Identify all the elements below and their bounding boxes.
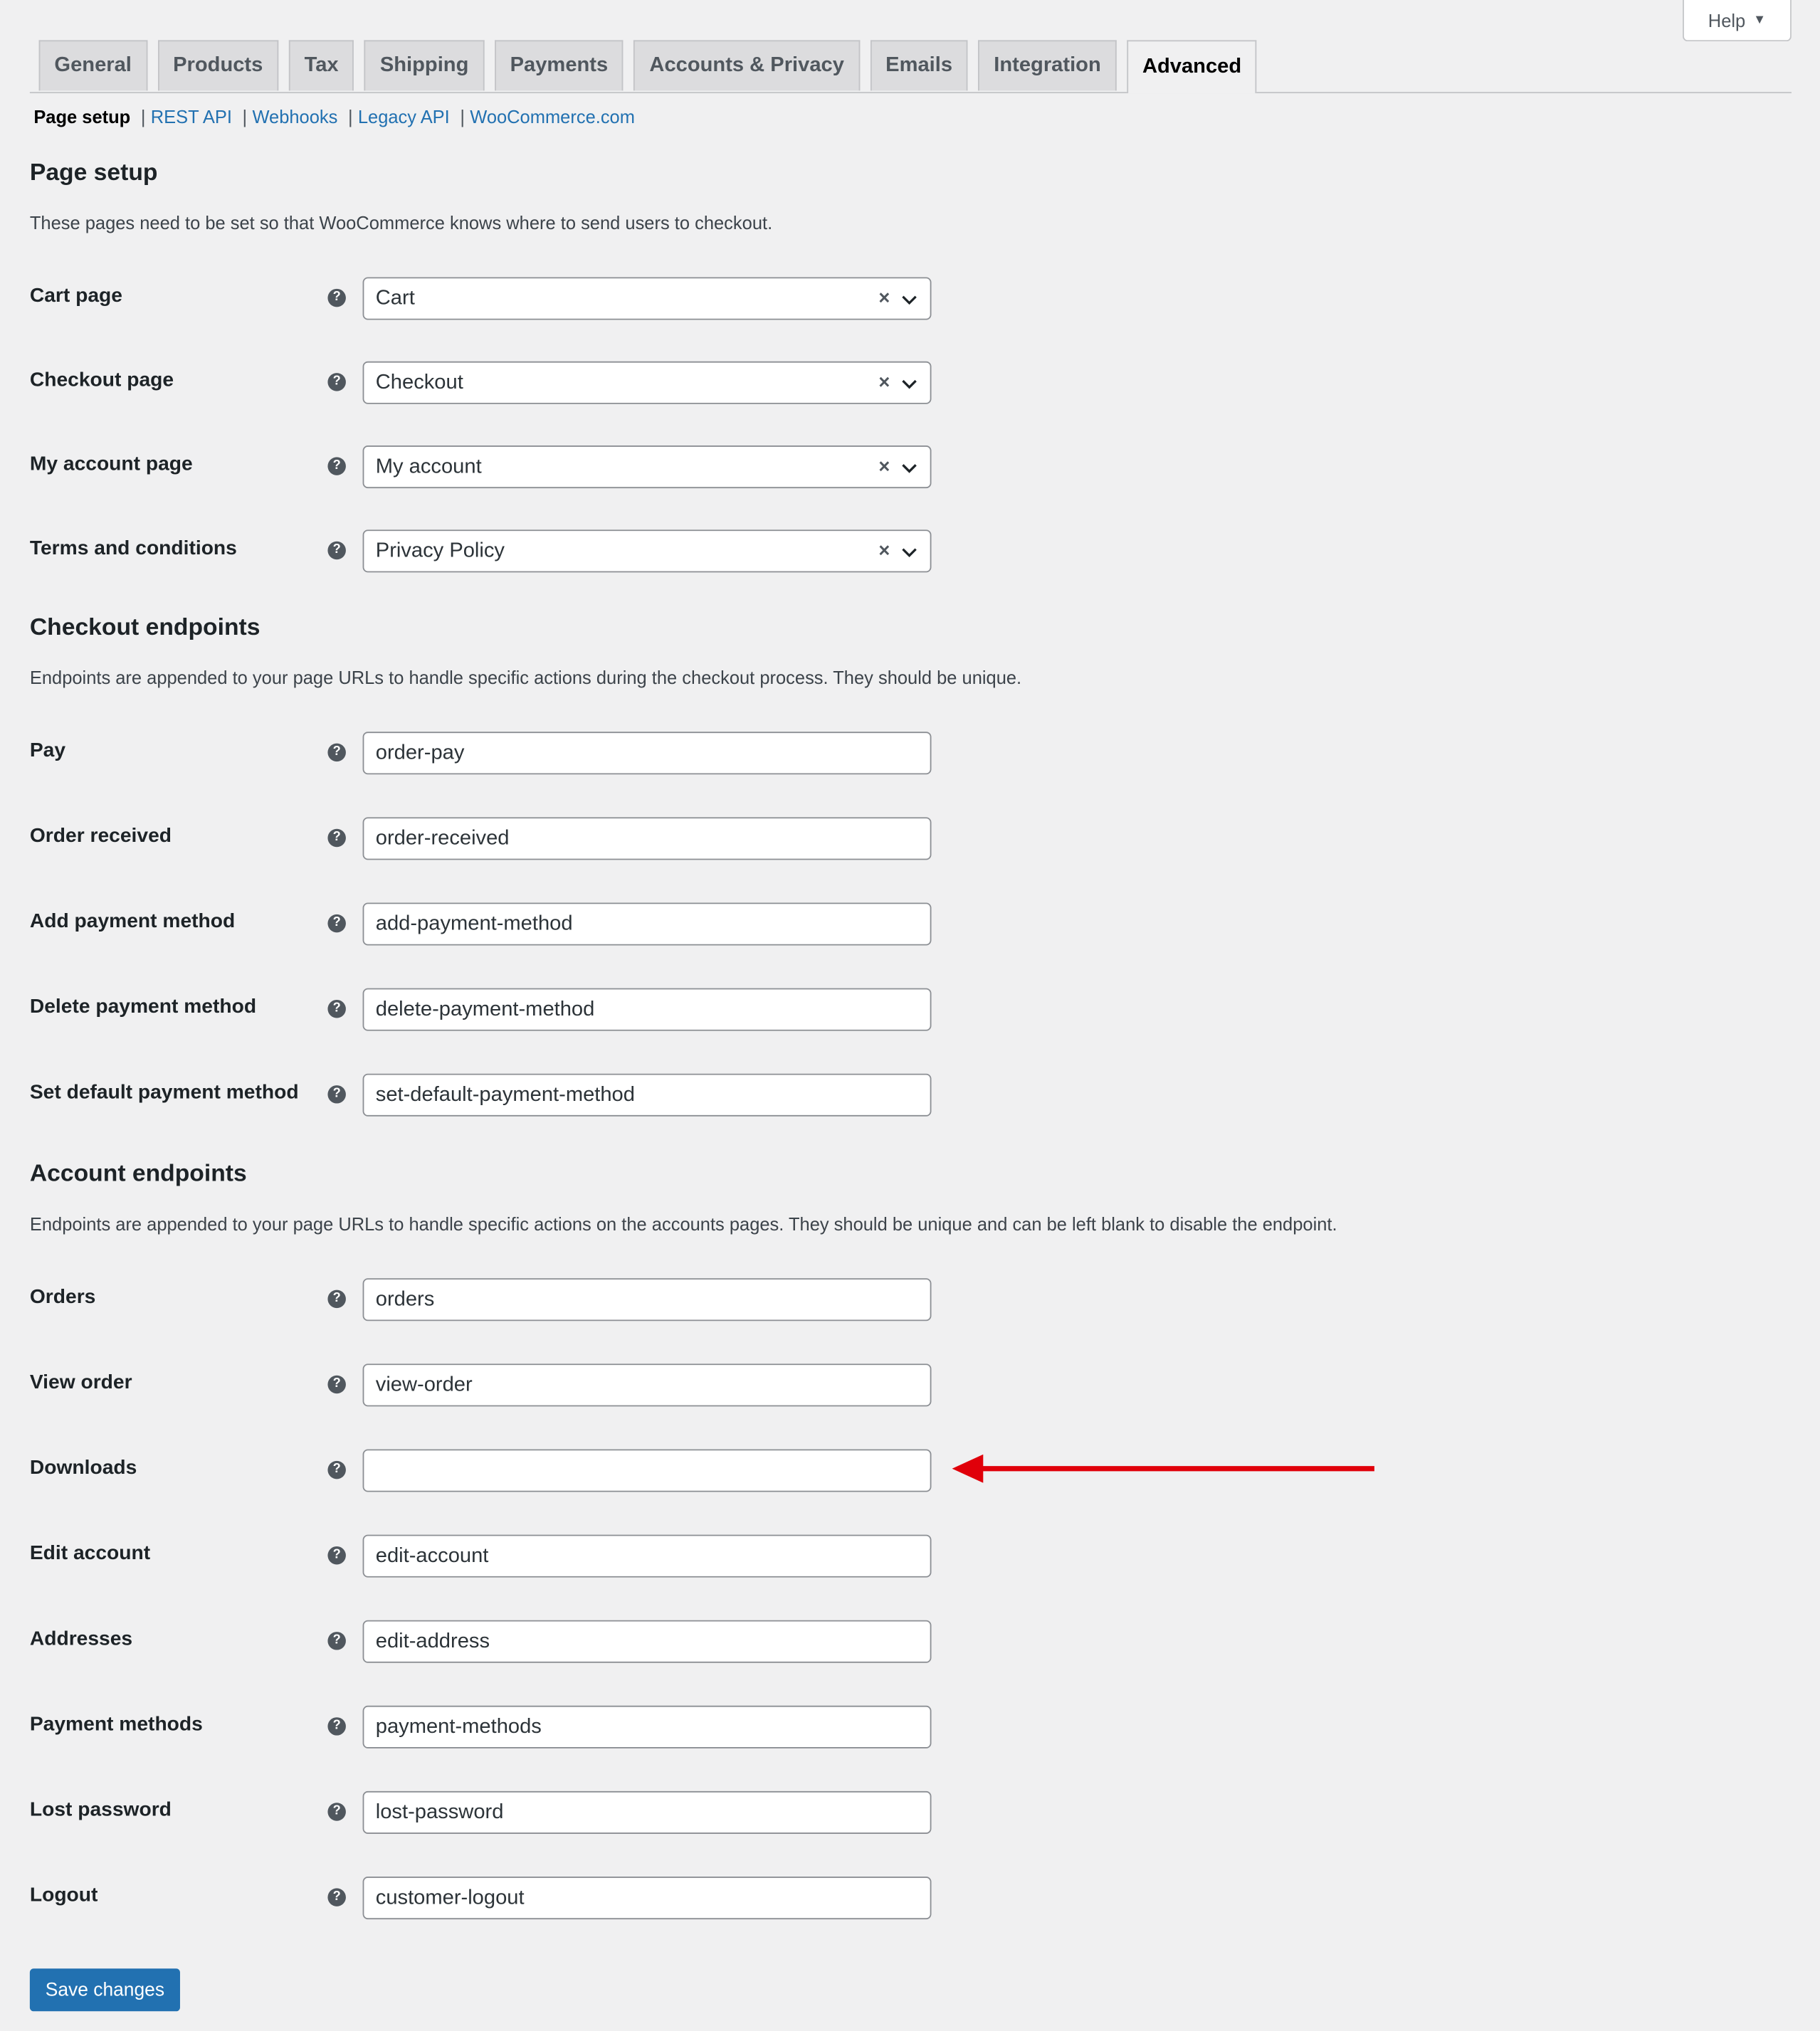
orders-endpoint-label: Orders — [29, 1286, 96, 1309]
help-label: Help — [1708, 9, 1746, 31]
help-tip-icon[interactable]: ? — [327, 289, 345, 307]
downloads-endpoint-label: Downloads — [29, 1457, 137, 1479]
select-value: Privacy Policy — [375, 539, 505, 561]
chevron-down-icon — [900, 458, 918, 475]
my-account-page-row — [0, 445, 1820, 490]
lost-password-endpoint-input[interactable] — [363, 1791, 932, 1834]
view-order-endpoint-row — [0, 1363, 1820, 1408]
my-account-page-select[interactable] — [363, 445, 932, 488]
add-payment-method-endpoint-row — [0, 902, 1820, 946]
pay-endpoint-row — [0, 732, 1820, 776]
settings-tabs — [30, 40, 1792, 93]
clear-icon[interactable]: × — [878, 539, 890, 562]
logout-endpoint-row — [0, 1877, 1820, 1921]
sub-navigation — [33, 106, 635, 127]
select-value: Cart — [375, 287, 415, 310]
subnav-rest-api[interactable]: REST API — [150, 106, 232, 127]
add-payment-method-endpoint-label: Add payment method — [29, 910, 236, 933]
chevron-down-icon — [900, 374, 918, 391]
help-tip-icon[interactable]: ? — [327, 457, 345, 475]
payment-methods-endpoint-input[interactable] — [363, 1706, 932, 1748]
checkout-page-select[interactable] — [363, 362, 932, 404]
view-order-endpoint-input[interactable] — [363, 1363, 932, 1406]
tab-advanced[interactable]: Advanced — [1127, 40, 1257, 93]
order-received-endpoint-label: Order received — [29, 825, 172, 848]
downloads-endpoint-input[interactable] — [363, 1449, 932, 1492]
tab-general[interactable]: General — [39, 40, 147, 90]
orders-endpoint-row — [0, 1278, 1820, 1322]
order-received-endpoint-input[interactable] — [363, 817, 932, 860]
subnav-legacy-api[interactable]: Legacy API — [357, 106, 450, 127]
caret-down-icon: ▼ — [1753, 13, 1767, 28]
subnav-separator: | — [347, 106, 353, 127]
help-tip-icon[interactable]: ? — [327, 1803, 345, 1820]
account-endpoints-description: Endpoints are appended to your page URLs to handle specific actions on the accounts pages. They should be unique and can be left blank to disable the endpoint. — [29, 1213, 1337, 1235]
payment-methods-endpoint-row — [0, 1706, 1820, 1750]
edit-account-endpoint-label: Edit account — [29, 1542, 151, 1565]
my-account-page-label: My account page — [29, 453, 193, 475]
checkout-page-row — [0, 362, 1820, 406]
tab-accounts-privacy[interactable]: Accounts & Privacy — [634, 40, 860, 90]
annotation-arrow-icon — [952, 1455, 1376, 1483]
help-tip-icon[interactable]: ? — [327, 744, 345, 761]
tab-integration[interactable]: Integration — [978, 40, 1116, 90]
order-received-endpoint-row — [0, 817, 1820, 861]
logout-endpoint-label: Logout — [29, 1884, 98, 1906]
tab-tax[interactable]: Tax — [289, 40, 354, 90]
help-tip-icon[interactable]: ? — [327, 829, 345, 847]
checkout-endpoints-heading: Checkout endpoints — [29, 612, 261, 640]
checkout-page-label: Checkout page — [29, 369, 174, 391]
addresses-endpoint-input[interactable] — [363, 1620, 932, 1663]
chevron-down-icon — [900, 290, 918, 307]
help-tip-icon[interactable]: ? — [327, 1085, 345, 1103]
tab-payments[interactable]: Payments — [495, 40, 624, 90]
help-tip-icon[interactable]: ? — [327, 914, 345, 932]
help-tip-icon[interactable]: ? — [327, 1461, 345, 1479]
subnav-separator: | — [242, 106, 248, 127]
pay-endpoint-label: Pay — [29, 739, 66, 762]
subnav-woocommerce-com[interactable]: WooCommerce.com — [470, 106, 635, 127]
terms-page-row — [0, 529, 1820, 574]
clear-icon[interactable]: × — [878, 455, 890, 478]
save-changes-button[interactable]: Save changes — [30, 1968, 180, 2011]
checkout-endpoints-description: Endpoints are appended to your page URLs to handle specific actions during the checkout process. They should be unique. — [29, 667, 1022, 688]
edit-account-endpoint-row — [0, 1535, 1820, 1579]
page-setup-description: These pages need to be set so that WooCommerce knows where to send users to checkout. — [29, 212, 773, 233]
logout-endpoint-input[interactable] — [363, 1877, 932, 1919]
select-value: My account — [375, 455, 482, 478]
set-default-payment-method-endpoint-row — [0, 1074, 1820, 1118]
tab-emails[interactable]: Emails — [870, 40, 968, 90]
lost-password-endpoint-label: Lost password — [29, 1798, 172, 1821]
downloads-endpoint-row — [0, 1449, 1820, 1493]
subnav-separator: | — [460, 106, 465, 127]
terms-page-select[interactable] — [363, 529, 932, 572]
help-tip-icon[interactable]: ? — [327, 1376, 345, 1393]
pay-endpoint-input[interactable] — [363, 732, 932, 774]
help-tip-icon[interactable]: ? — [327, 1546, 345, 1564]
set-default-payment-method-endpoint-input[interactable] — [363, 1074, 932, 1117]
delete-payment-method-endpoint-row — [0, 988, 1820, 1033]
select-value: Checkout — [375, 371, 463, 394]
help-tip-icon[interactable]: ? — [327, 373, 345, 391]
help-button[interactable] — [1683, 0, 1792, 41]
subnav-page-setup: Page setup — [33, 106, 131, 127]
help-tip-icon[interactable]: ? — [327, 1000, 345, 1018]
chevron-down-icon — [900, 542, 918, 560]
help-tip-icon[interactable]: ? — [327, 1717, 345, 1735]
orders-endpoint-input[interactable] — [363, 1278, 932, 1321]
delete-payment-method-endpoint-input[interactable] — [363, 988, 932, 1031]
cart-page-label: Cart page — [29, 285, 122, 307]
help-tip-icon[interactable]: ? — [327, 1888, 345, 1906]
tab-products[interactable]: Products — [157, 40, 278, 90]
subnav-webhooks[interactable]: Webhooks — [252, 106, 338, 127]
clear-icon[interactable]: × — [878, 287, 890, 310]
terms-page-label: Terms and conditions — [29, 537, 237, 560]
delete-payment-method-endpoint-label: Delete payment method — [29, 996, 257, 1018]
help-tip-icon[interactable]: ? — [327, 1290, 345, 1308]
addresses-endpoint-row — [0, 1620, 1820, 1665]
view-order-endpoint-label: View order — [29, 1371, 132, 1394]
subnav-separator: | — [140, 106, 146, 127]
lost-password-endpoint-row — [0, 1791, 1820, 1835]
clear-icon[interactable]: × — [878, 371, 890, 394]
addresses-endpoint-label: Addresses — [29, 1628, 133, 1650]
payment-methods-endpoint-label: Payment methods — [29, 1713, 203, 1736]
help-tip-icon[interactable]: ? — [327, 542, 345, 559]
account-endpoints-heading: Account endpoints — [29, 1159, 247, 1187]
tab-shipping[interactable]: Shipping — [364, 40, 484, 90]
cart-page-select[interactable] — [363, 277, 932, 320]
edit-account-endpoint-input[interactable] — [363, 1535, 932, 1578]
set-default-payment-method-endpoint-label: Set default payment method — [29, 1081, 299, 1104]
page-setup-heading: Page setup — [29, 158, 158, 186]
add-payment-method-endpoint-input[interactable] — [363, 902, 932, 945]
cart-page-row — [0, 277, 1820, 321]
help-tip-icon[interactable]: ? — [327, 1632, 345, 1650]
